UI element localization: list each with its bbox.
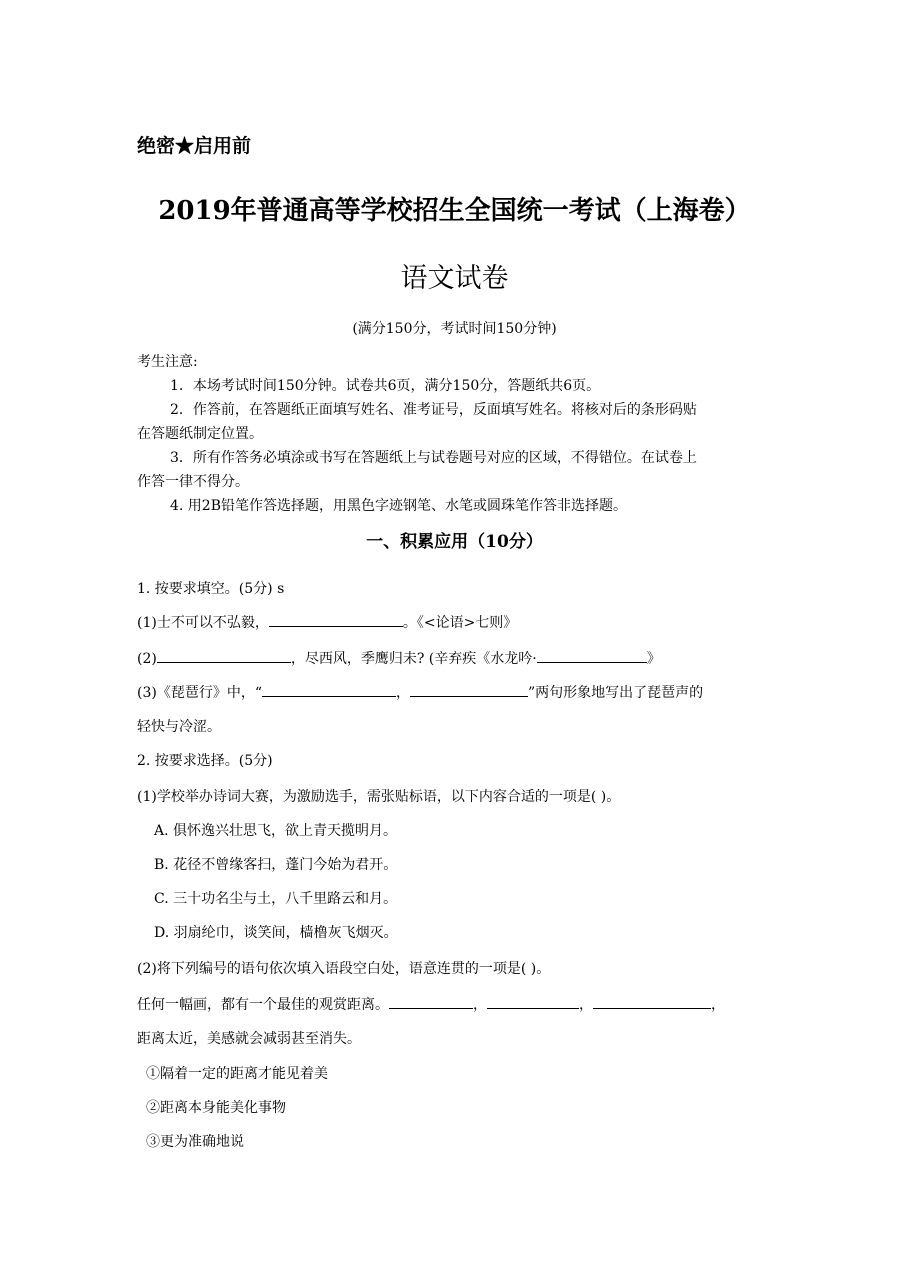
question-1-heading: 1. 按要求填空。(5分) s — [137, 581, 285, 597]
passage-start: 任何一幅画，都有一个最佳的观赏距离。 — [137, 997, 389, 1013]
choice-2: ②距离本身能美化事物 — [146, 1100, 286, 1116]
q1-p1-source: 。《<论语>七则》 — [402, 615, 518, 631]
passage-sep: ， — [473, 997, 487, 1013]
passage-line — [137, 994, 725, 1014]
q1-p3-tail: ”两句形象地写出了琵琶声的 — [528, 685, 704, 701]
choice-1: ①隔着一定的距离才能见着美 — [146, 1066, 328, 1082]
notice-heading: 考生注意: — [137, 354, 198, 370]
notice-item-4: 4. 用2B铅笔作答选择题，用黑色字迹钢笔、水笔或圆珠笔作答非选择题。 — [170, 498, 628, 514]
page-subtitle: 语文试卷 — [400, 263, 509, 294]
fill-blank[interactable] — [537, 648, 647, 663]
question-2-heading: 2. 按要求选择。(5分) — [137, 753, 273, 769]
option-c[interactable]: C. 三十功名尘与土，八千里路云和月。 — [154, 891, 398, 907]
question-1-part-1 — [137, 612, 517, 632]
q1-p3-comma: ， — [396, 685, 410, 701]
page-title: 2019年普通高等学校招生全国统一考试（上海卷） — [158, 196, 751, 226]
fill-blank[interactable] — [269, 612, 403, 627]
notice-item-3: 3．所有作答务必填涂或书写在答题纸上与试卷题号对应的区域，不得错位。在试卷上 — [170, 450, 697, 466]
fill-blank[interactable] — [389, 994, 473, 1009]
question-2-sub-1: (1)学校举办诗词大赛，为激励选手，需张贴标语，以下内容合适的一项是( )。 — [137, 789, 621, 805]
fill-blank[interactable] — [157, 648, 291, 663]
choice-3: ③更为准确地说 — [146, 1134, 244, 1150]
fill-blank[interactable] — [410, 682, 528, 697]
q1-p2-close: 》 — [646, 651, 661, 667]
fill-blank[interactable] — [593, 994, 711, 1009]
notice-item-2-cont: 在答题纸制定位置。 — [137, 426, 263, 442]
notice-item-2: 2．作答前，在答题纸正面填写姓名、准考证号，反面填写姓名。将核对后的条形码贴 — [170, 402, 697, 418]
secret-label: 绝密★启用前 — [137, 135, 252, 157]
question-2-sub-2: (2)将下列编号的语句依次填入语段空白处，语意连贯的一项是( )。 — [137, 961, 551, 977]
notice-item-3-cont: 作答一律不得分。 — [137, 474, 249, 490]
fill-blank[interactable] — [262, 682, 396, 697]
section-heading: 一、积累应用（10分） — [366, 532, 543, 552]
option-b[interactable]: B. 花径不曾缘客扫，蓬门今始为君开。 — [154, 857, 398, 873]
question-1-part-2 — [137, 648, 661, 668]
score-note: (满分150分，考试时间150分钟) — [352, 321, 557, 337]
question-1-part-3 — [137, 682, 703, 702]
option-d[interactable]: D. 羽扇纶巾，谈笑间，樯橹灰飞烟灭。 — [154, 925, 398, 941]
notice-item-1: 1．本场考试时间150分钟。试卷共6页，满分150分，答题纸共6页。 — [170, 378, 601, 394]
option-a[interactable]: A. 俱怀逸兴壮思飞，欲上青天揽明月。 — [154, 823, 398, 839]
q1-p2-text: ，尽西风，季鹰归未? (辛弃疾《水龙吟· — [290, 651, 537, 667]
passage-sep: ， — [579, 997, 593, 1013]
q1-p3-text: (3)《琵琶行》中，“ — [137, 685, 262, 701]
question-1-part-3-cont: 轻快与冷涩。 — [137, 719, 221, 735]
q1-p1-text: (1)士不可以不弘毅， — [137, 615, 269, 631]
passage-cont: 距离太近，美感就会减弱甚至消失。 — [137, 1031, 361, 1047]
q1-p2-num: (2) — [137, 651, 157, 667]
fill-blank[interactable] — [487, 994, 579, 1009]
passage-sep: ， — [711, 997, 725, 1013]
